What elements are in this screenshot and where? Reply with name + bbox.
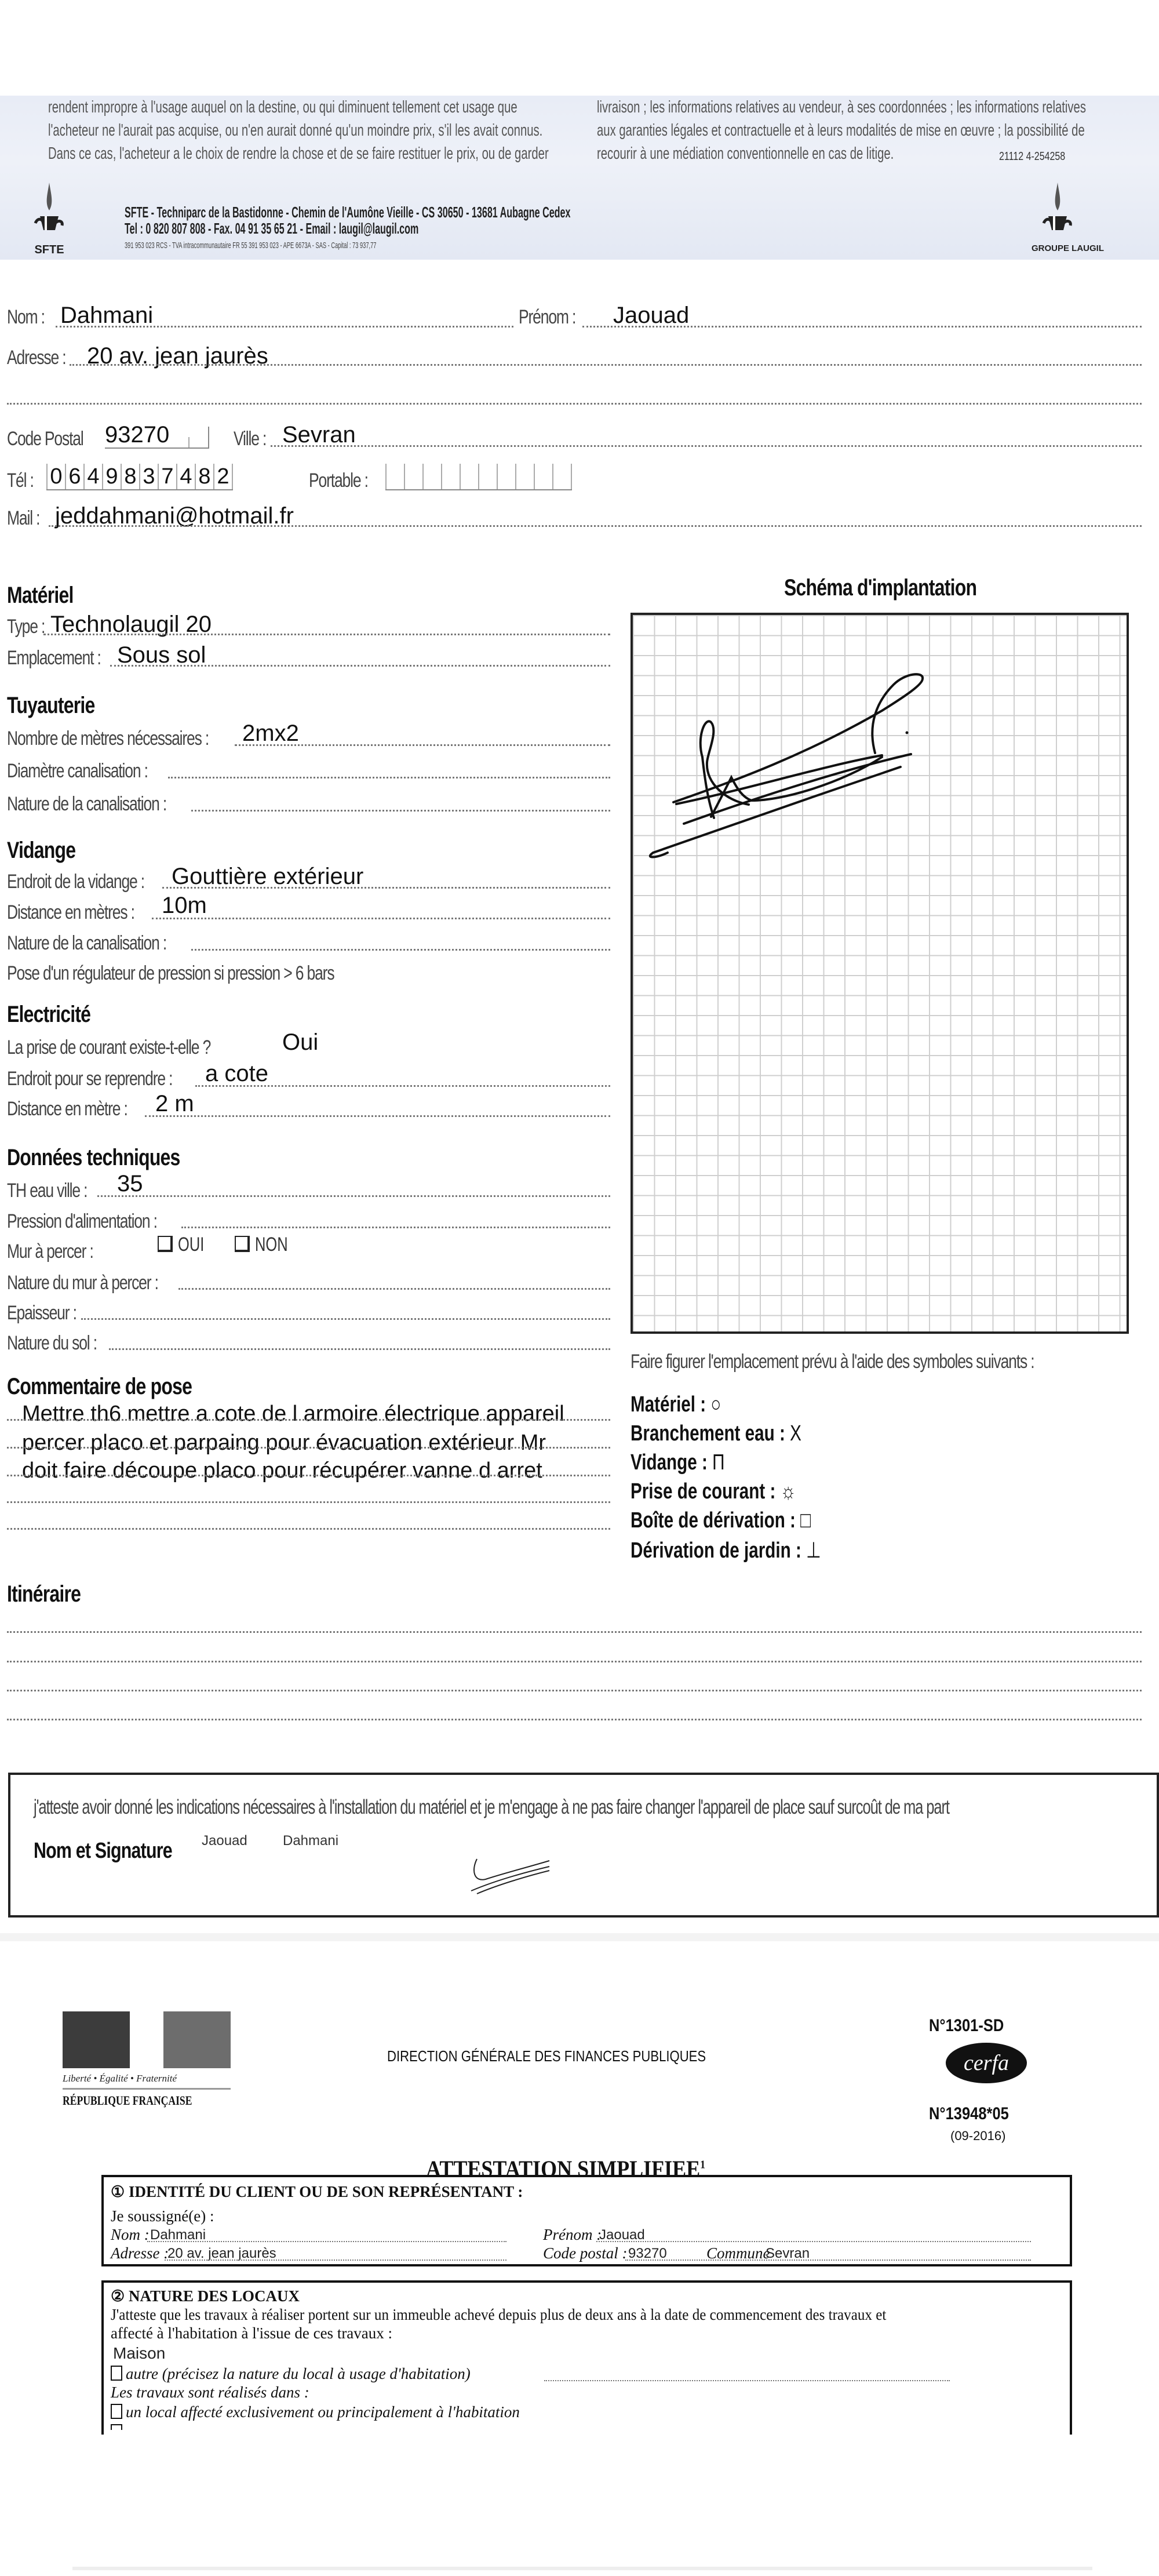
footnote-marker: 1 [700, 2158, 706, 2171]
cerfa-nom-value[interactable]: Dahmani [150, 2227, 206, 2243]
cerfa-version: (09-2016) [950, 2129, 1006, 2143]
cerfa-adresse-value[interactable]: 20 av. jean jaurès [167, 2246, 276, 2261]
section2-text-line-2: affecté à l'habitation à l'issue de ces travaux : [111, 2324, 393, 2342]
diametre-label: Diamètre canalisation : [7, 760, 148, 782]
reprise-dotted-line [195, 1085, 610, 1087]
vidange-endroit-value[interactable]: Gouttière extérieur [172, 864, 364, 889]
sun-symbol-icon: ☼ [780, 1479, 796, 1504]
vidange-heading: Vidange [7, 838, 76, 863]
cerfa-cp-value[interactable]: 93270 [628, 2246, 667, 2261]
vidange-distance-dotted-line [152, 918, 610, 919]
reprise-label: Endroit pour se reprendre : [7, 1068, 173, 1090]
legend-materiel [630, 1392, 721, 1417]
tel-digit: 0 [46, 464, 65, 489]
diametre-dotted-line [168, 777, 610, 778]
commentaire-dotted-line [7, 1528, 610, 1530]
checkbox-icon [235, 1236, 250, 1252]
circle-symbol-icon: ○ [710, 1392, 721, 1417]
code-postal-field[interactable] [105, 422, 209, 449]
soussigne-label: Je soussigné(e) : [111, 2207, 214, 2225]
tuyauterie-heading: Tuyauterie [7, 693, 95, 718]
metres-label: Nombre de mètres nécessaires : [7, 727, 209, 749]
legend-vidange [630, 1450, 725, 1475]
mur-oui-option[interactable] [158, 1234, 213, 1256]
bottom-edge [72, 2567, 1092, 2570]
option1-label: un local affecté exclusivement ou principalement à l'habitation [126, 2403, 520, 2421]
local-habitation-option[interactable] [111, 2403, 520, 2421]
itineraire-dotted-line [7, 1690, 1142, 1691]
mur-non-option[interactable] [235, 1234, 299, 1256]
republique-name: RÉPUBLIQUE FRANÇAISE [63, 2093, 192, 2108]
square-symbol-icon: □ [800, 1508, 811, 1533]
adresse-dotted-line-2 [7, 403, 1142, 405]
cerfa-cp-label: Code postal : [543, 2244, 628, 2262]
cerfa-nom-dots [147, 2241, 506, 2242]
elec-distance-label: Distance en mètre : [7, 1098, 127, 1120]
type-dotted-line [43, 634, 610, 635]
commentaire-dotted-line [7, 1475, 610, 1476]
section2-heading: ② NATURE DES LOCAUX [111, 2287, 300, 2305]
checkbox-icon [158, 1236, 173, 1252]
cerfa-number: N°13948*05 [929, 2104, 1009, 2123]
legend-boite [630, 1508, 811, 1533]
oui-label: OUI [178, 1234, 205, 1256]
cerfa-logo: cerfa [946, 2043, 1027, 2083]
type-value[interactable]: Technolaugil 20 [50, 612, 212, 637]
electricite-heading: Electricité [7, 1002, 91, 1027]
reprise-value[interactable]: a cote [205, 1061, 268, 1086]
autre-option[interactable] [111, 2365, 471, 2383]
materiel-heading: Matériel [7, 583, 74, 608]
cerfa-adresse-dots [165, 2260, 506, 2261]
tuyau-nature-dotted-line [191, 810, 610, 812]
emplacement-value[interactable]: Sous sol [117, 642, 206, 668]
vidange-nature-dotted-line [191, 949, 610, 951]
terms-line: recourir à une médiation conventionnelle en cas de litige. [597, 144, 894, 163]
terms-line: aux garanties légales et contractuelle et à leurs modalités de mise en œuvre ; la possibilité de [597, 121, 1085, 140]
metres-value[interactable]: 2mx2 [242, 721, 299, 746]
emplacement-dotted-line [110, 665, 610, 667]
page-bottom-blank [0, 2435, 1159, 2576]
autre-dots [544, 2380, 950, 2381]
vidange-nature-label: Nature de la canalisation : [7, 932, 167, 954]
checkbox-icon [111, 2404, 122, 2419]
cerfa-prenom-label: Prénom : [543, 2226, 602, 2243]
commentaire-heading: Commentaire de pose [7, 1374, 192, 1399]
commentaire-line-3[interactable]: doit faire découpe placo pour récupérer vanne d arret [22, 1458, 542, 1483]
nom-label: Nom : [7, 306, 45, 328]
attestation-text: j'atteste avoir donné les indications nécessaires à l'installation du matériel et je m'engage à ne pas faire changer l'appareil de place sauf surcoût de ma part [34, 1796, 949, 1818]
cerfa-prenom-dots [596, 2241, 1031, 2242]
mail-dotted-line [49, 525, 1142, 527]
schema-instruction: Faire figurer l'emplacement prévu à l'aide des symboles suivants : [630, 1351, 1034, 1373]
terms-line: Dans ce cas, l'acheteur a le choix de rendre la chose et de se faire restituer le prix, ou de garder [48, 144, 549, 163]
checkbox-icon [111, 2424, 122, 2430]
code-postal-label: Code Postal [7, 428, 83, 450]
republique-motto: Liberté • Égalité • Fraternité [63, 2073, 177, 2084]
nature-mur-dotted-line [178, 1288, 610, 1290]
donnees-heading: Données techniques [7, 1145, 180, 1170]
signature-box [8, 1773, 1159, 1918]
signature-first-name: Jaouad [202, 1833, 247, 1849]
code-postal-value: 93270 [105, 422, 170, 447]
tel-digit: 6 [65, 464, 83, 489]
schema-heading: Schéma d'implantation [784, 575, 977, 601]
pression-label: Pression d'alimentation : [7, 1210, 157, 1232]
perpendicular-symbol-icon: ⊥ [806, 1538, 821, 1563]
vidange-endroit-label: Endroit de la vidange : [7, 871, 144, 893]
nature-sol-label: Nature du sol : [7, 1332, 97, 1354]
sfte-footer-banner [0, 96, 1159, 260]
legend-jardin [630, 1537, 821, 1563]
itineraire-heading: Itinéraire [7, 1581, 81, 1607]
legend-label: Prise de courant : [630, 1479, 776, 1504]
tel-label: Tél : [7, 470, 34, 492]
tel-digit: 8 [121, 464, 139, 489]
sfte-logo [32, 183, 67, 256]
handwritten-signature-icon[interactable] [468, 1856, 561, 1897]
legend-label: Vidange : [630, 1450, 708, 1475]
vidange-endroit-dotted-line [162, 887, 610, 889]
cerfa-prenom-value[interactable]: Jaouad [599, 2227, 645, 2243]
commentaire-dotted-line [7, 1447, 610, 1449]
section2-text-line-1: J'atteste que les travaux à réaliser portent sur un immeuble achevé depuis plus de deux ans à la date de commencement des travaux et [111, 2306, 887, 2323]
page-separator [0, 1933, 1159, 1941]
prise-value[interactable]: Oui [282, 1029, 319, 1055]
section1-heading: ① IDENTITÉ DU CLIENT OU DE SON REPRÉSENTANT : [111, 2183, 523, 2200]
company-address: SFTE - Techniparc de la Bastidonne - Chemin de l'Aumône Vieille - CS 30650 - 13681 Aubagne Cedex [125, 203, 571, 221]
travaux-label: Les travaux sont réalisés dans : [111, 2384, 309, 2401]
tel-digit: 3 [139, 464, 158, 489]
autre-label: autre (précisez la nature du local à usage d'habitation) [126, 2365, 471, 2382]
company-contact: Tel : 0 820 807 808 - Fax. 04 91 35 65 21 - Email : laugil@laugil.com [125, 220, 419, 237]
direction-title: DIRECTION GÉNÉRALE DES FINANCES PUBLIQUES [387, 2047, 706, 2065]
x-symbol-icon: X [790, 1421, 801, 1446]
prenom-dotted-line [582, 326, 1142, 328]
legend-label: Dérivation de jardin : [630, 1538, 801, 1563]
legend-label: Matériel : [630, 1392, 706, 1417]
vidange-distance-value[interactable]: 10m [162, 893, 207, 918]
signature-sketch-icon [633, 615, 1127, 1331]
nature-mur-label: Nature du mur à percer : [7, 1272, 158, 1294]
vidange-distance-label: Distance en mètres : [7, 901, 134, 923]
metres-dotted-line [235, 744, 610, 746]
water-drop-logo-icon [32, 183, 67, 241]
company-legal-info: 391 953 023 RCS - TVA intracommunautaire FR 55 391 953 023 - APE 6673A - SAS - Capital : 73 937,77 [125, 241, 377, 250]
tel-digit: 4 [176, 464, 195, 489]
elec-distance-value[interactable]: 2 m [155, 1091, 194, 1116]
commentaire-dotted-line [7, 1419, 610, 1421]
cerfa-nom-label: Nom : [111, 2226, 150, 2243]
tel-digit: 9 [102, 464, 121, 489]
adresse-label: Adresse : [7, 347, 66, 369]
adresse-value[interactable]: 20 av. jean jaurès [87, 343, 268, 369]
tuyau-nature-label: Nature de la canalisation : [7, 793, 167, 815]
pression-dotted-line [181, 1227, 610, 1228]
water-drop-logo-icon [1032, 183, 1084, 241]
form-number: N°1301-SD [929, 2016, 1004, 2035]
pi-symbol-icon: Π [712, 1450, 725, 1475]
mail-label: Mail : [7, 507, 40, 529]
ville-label: Ville : [234, 428, 267, 450]
tel-digit: 8 [195, 464, 213, 489]
tel-digit: 2 [213, 464, 233, 489]
itineraire-dotted-line [7, 1661, 1142, 1662]
elec-distance-dotted-line [145, 1115, 610, 1117]
type-label: Type : [7, 616, 45, 638]
tel-digit: 7 [158, 464, 176, 489]
marianne-icon [63, 2011, 231, 2068]
portable-label: Portable : [309, 470, 368, 492]
legend-label: Boîte de dérivation : [630, 1508, 796, 1533]
attestation-title-text: ATTESTATION SIMPLIFIEE [426, 2156, 701, 2182]
cerfa-commune-value[interactable]: Sevran [766, 2246, 810, 2261]
truncated-option-line [111, 2424, 690, 2430]
portable-digit-field[interactable] [385, 464, 572, 490]
terms-line: l'acheteur ne l'aurait pas acquise, ou n'en aurait donné qu'un moindre prix, s'il les avait connus. [48, 121, 543, 140]
emplacement-label: Emplacement : [7, 647, 101, 669]
prise-label: La prise de courant existe-t-elle ? [7, 1036, 211, 1058]
section-nature-locaux [101, 2280, 1072, 2448]
tel-digit: 4 [83, 464, 102, 489]
signature-last-name: Dahmani [283, 1833, 339, 1849]
groupe-laugil-logo [1032, 183, 1105, 258]
epaisseur-dotted-line [81, 1318, 610, 1320]
maison-value[interactable]: Maison [113, 2344, 166, 2362]
tel-digit-field[interactable] [46, 464, 233, 490]
terms-line: rendent impropre à l'usage auquel on la destine, ou qui diminuent tellement cet usage que [48, 98, 517, 117]
checkbox-icon [111, 2366, 122, 2381]
mur-label: Mur à percer : [7, 1240, 93, 1262]
mail-value[interactable]: jeddahmani@hotmail.fr [55, 503, 294, 529]
terms-left-column [48, 96, 549, 165]
regulateur-label: Pose d'un régulateur de pression si pression > 6 bars [7, 962, 334, 984]
th-dotted-line [97, 1195, 610, 1197]
commentaire-dotted-line [7, 1501, 610, 1503]
ville-value[interactable]: Sevran [282, 422, 356, 447]
legend-label: Branchement eau : [630, 1421, 785, 1446]
reference-number: 21112 4-254258 [999, 150, 1066, 163]
groupe-laugil-label: GROUPE LAUGIL [1032, 243, 1105, 253]
prenom-value[interactable]: Jaouad [613, 303, 690, 328]
adresse-dotted-line [70, 364, 1142, 366]
non-label: NON [255, 1234, 289, 1256]
th-value[interactable]: 35 [117, 1171, 143, 1196]
epaisseur-label: Epaisseur : [7, 1302, 76, 1324]
itineraire-dotted-line [7, 1719, 1142, 1720]
nature-sol-dotted-line [109, 1348, 610, 1350]
cerfa-commune-label: Commune [706, 2244, 770, 2262]
implantation-grid[interactable] [630, 613, 1129, 1334]
legend-branchement [630, 1421, 801, 1446]
sfte-logo-label: SFTE [34, 243, 64, 256]
ville-dotted-line [271, 445, 1142, 447]
th-label: TH eau ville : [7, 1180, 88, 1202]
terms-line: livraison ; les informations relatives au vendeur, à ses coordonnées ; les informations relatives [597, 98, 1087, 117]
cerfa-cp-commune-dots [625, 2260, 1031, 2261]
nom-signature-label: Nom et Signature [34, 1839, 172, 1863]
nom-dotted-line [56, 326, 513, 328]
republique-francaise-logo [63, 2011, 231, 2119]
itineraire-dotted-line [7, 1631, 1142, 1633]
prenom-label: Prénom : [519, 306, 576, 328]
nom-value[interactable]: Dahmani [60, 303, 154, 328]
commentaire-line-1[interactable]: Mettre th6 mettre a cote de l armoire électrique appareil [22, 1402, 564, 1426]
section-identite [101, 2175, 1072, 2266]
legend-prise [630, 1479, 796, 1504]
cerfa-adresse-label: Adresse : [111, 2244, 169, 2262]
commentaire-line-2[interactable]: percer placo et parpaing pour évacuation extérieur Mr [22, 1431, 546, 1455]
